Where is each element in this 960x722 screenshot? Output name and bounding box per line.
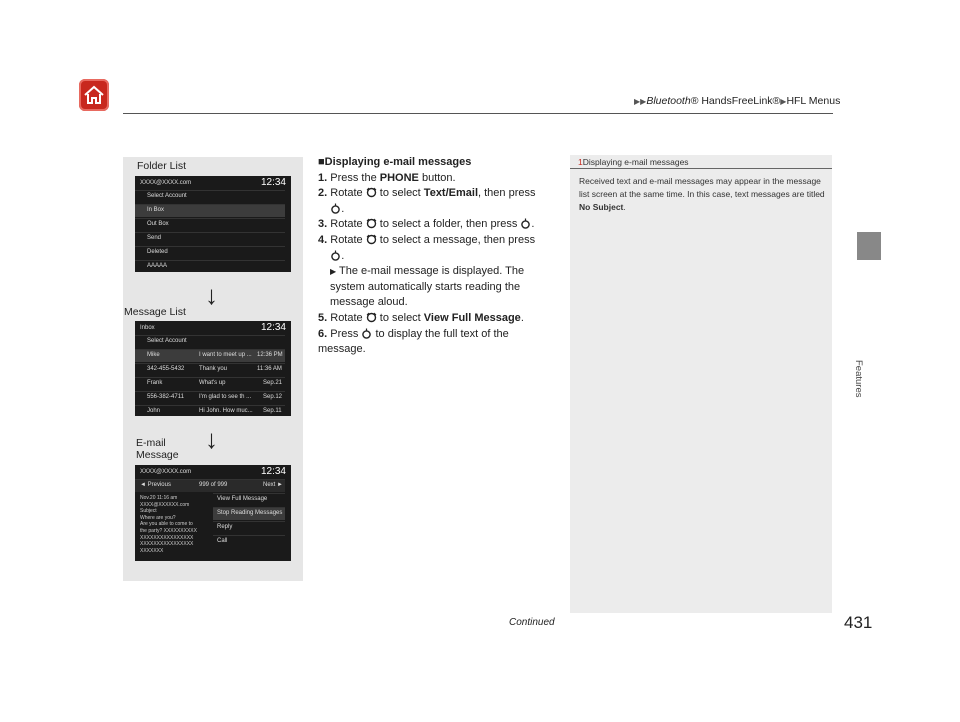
previous-button[interactable]: ◄ Previous <box>140 482 171 488</box>
message-details: Nov.20 11:16 am XXXX@XXXXXX.com Subject Where are you? Are you able to come to the party? XXXXXXXXXX XXXXXXXXXXXXXXXX XXXXXXXXXXXXXXXX XXXXXXX <box>140 495 197 554</box>
note-title: 1Displaying e-mail messages <box>570 155 832 169</box>
note-body: Received text and e-mail messages may appear in the message list screen at the same time. In this case, text messages are titled No Subject. <box>579 176 825 212</box>
menu-item-stop-reading[interactable]: Stop Reading Messages <box>213 507 285 520</box>
table-row[interactable]: John Hi John. How muc... Sep.11 <box>135 405 285 418</box>
email-message-screen: XXXX@XXXX.com 12:34 ◄ Previous 999 of 999 Next ► Nov.20 11:16 am XXXX@XXXXXX.com Subject Where are you? Are you able to come to the party? XXXXXXXXXX XXXXXXXXXXXXXXXX XXXXXXXXXXXXXXXX XXXXXXX View Full Message Stop Reading Messages Reply Call <box>135 465 291 561</box>
selector-knob-icon <box>366 234 377 245</box>
home-icon[interactable] <box>79 79 109 111</box>
list-item[interactable]: In Box <box>135 204 285 217</box>
table-row[interactable]: Mike I want to meet up ... 12:36 PM <box>135 349 285 362</box>
step-5: 5. Rotate to select View Full Message. <box>318 311 524 324</box>
list-item[interactable]: AAAAA <box>135 260 285 273</box>
step-4: 4. Rotate to select a message, then press . <box>318 233 536 262</box>
message-list-label: Message List <box>124 306 186 318</box>
list-item[interactable]: Send <box>135 232 285 245</box>
section-label: Features <box>853 360 864 398</box>
step-2: 2. Rotate to select Text/Email, then press . <box>318 187 536 215</box>
menu-item-view-full-message[interactable]: View Full Message <box>213 493 285 506</box>
section-tab <box>857 232 881 260</box>
table-row[interactable]: 556-382-4711 I'm glad to see th ... Sep.12 <box>135 391 285 404</box>
instructions <box>318 155 558 358</box>
down-arrow-icon: ↓ <box>205 424 218 454</box>
list-item[interactable]: Deleted <box>135 246 285 259</box>
breadcrumb: ▶▶Bluetooth® HandsFreeLink®▶HFL Menus <box>634 95 841 107</box>
message-count: 999 of 999 <box>199 482 228 488</box>
side-note <box>570 155 832 613</box>
step-1: 1. Press the PHONE button. <box>318 171 456 184</box>
folder-list-label: Folder List <box>137 160 187 172</box>
table-row[interactable]: 342-455-5432 Thank you 11:36 AM <box>135 363 285 376</box>
selector-knob-icon <box>366 312 377 323</box>
next-button[interactable]: Next ► <box>263 482 283 488</box>
step-3: 3. Rotate to select a folder, then press . <box>318 218 535 231</box>
press-knob-icon <box>361 328 372 339</box>
breadcrumb-bluetooth: Bluetooth <box>646 95 691 107</box>
list-item[interactable]: Select Account <box>135 190 285 203</box>
email-label-line1: E-mail <box>136 437 166 449</box>
selector-knob-icon <box>366 218 377 229</box>
selector-knob-icon <box>366 187 377 198</box>
menu-item-reply[interactable]: Reply <box>213 521 285 534</box>
down-arrow-icon: ↓ <box>205 280 218 310</box>
pager-row <box>135 479 285 492</box>
press-knob-icon <box>330 203 341 214</box>
press-knob-icon <box>520 218 531 229</box>
folder-list-screen: XXXX@XXXX.com 12:34 Select Account In Box Out Box Send Deleted AAAAA <box>135 176 291 272</box>
list-item[interactable]: Select Account <box>135 335 285 348</box>
menu-item-call[interactable]: Call <box>213 535 285 548</box>
email-label-line2: Message <box>136 449 179 461</box>
step-6: 6. Press to display the full text of the message. <box>318 327 509 356</box>
table-row[interactable]: Frank What's up Sep.21 <box>135 377 285 390</box>
list-item[interactable]: Out Box <box>135 218 285 231</box>
breadcrumb-hfl-menus: HFL Menus <box>786 95 841 107</box>
press-knob-icon <box>330 250 341 261</box>
continued-label: Continued <box>509 617 555 628</box>
page-number: 431 <box>844 613 873 632</box>
section-heading: ■Displaying e-mail messages <box>318 156 472 168</box>
header-rule <box>123 113 833 114</box>
step-4-result: ▶ The e-mail message is displayed. The system automatically starts reading the message aloud. <box>330 265 525 309</box>
message-list-screen: Inbox 12:34 Select Account Mike I want to meet up ... 12:36 PM 342-455-5432 Thank you 11:36 AM Frank What's up Sep.21 556-382-4711 I'm glad to see th ... Sep.12 John Hi John. How muc... Sep.11 <box>135 321 291 416</box>
